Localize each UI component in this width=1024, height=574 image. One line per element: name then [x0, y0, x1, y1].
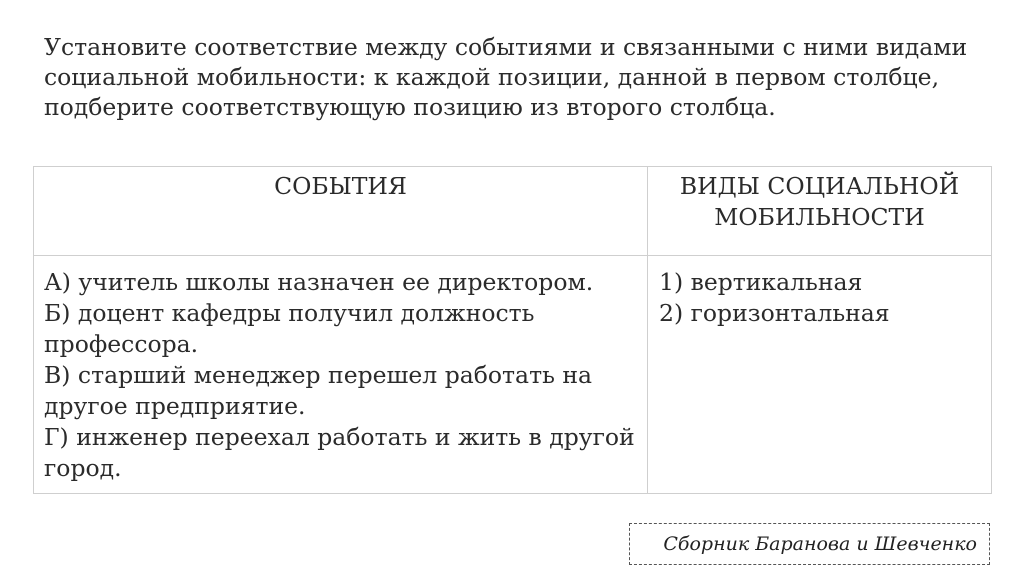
event-line: Б) доцент кафедры получил должность	[44, 299, 535, 327]
task-line: подберите соответствующую позицию из второго столбца.	[44, 93, 776, 121]
header-events-label: СОБЫТИЯ	[274, 172, 407, 200]
source-caption	[629, 523, 990, 565]
table-header-row	[34, 167, 992, 256]
type-line: 2) горизонтальная	[659, 299, 890, 327]
header-mobility-types	[648, 167, 992, 256]
source-text: Сборник Баранова и Шевченко	[663, 533, 977, 555]
matching-table	[33, 166, 992, 494]
types-cell	[648, 256, 992, 494]
event-line: В) старший менеджер перешел работать на	[44, 361, 593, 389]
event-line: другое предприятие.	[44, 392, 306, 420]
event-line: город.	[44, 454, 122, 482]
table-row	[34, 256, 992, 494]
task-line: Установите соответствие между событиями и связанными с ними видами	[44, 33, 968, 61]
task-instruction	[44, 32, 994, 122]
event-line: А) учитель школы назначен ее директором.	[44, 268, 594, 296]
type-line: 1) вертикальная	[659, 268, 863, 296]
task-line: социальной мобильности: к каждой позиции, данной в первом столбце,	[44, 63, 940, 91]
event-line: Г) инженер переехал работать и жить в другой	[44, 423, 635, 451]
header-mobility-line: МОБИЛЬНОСТИ	[714, 203, 925, 231]
event-line: профессора.	[44, 330, 199, 358]
header-mobility-line: ВИДЫ СОЦИАЛЬНОЙ	[679, 172, 960, 200]
header-events	[34, 167, 648, 256]
events-cell	[34, 256, 648, 494]
